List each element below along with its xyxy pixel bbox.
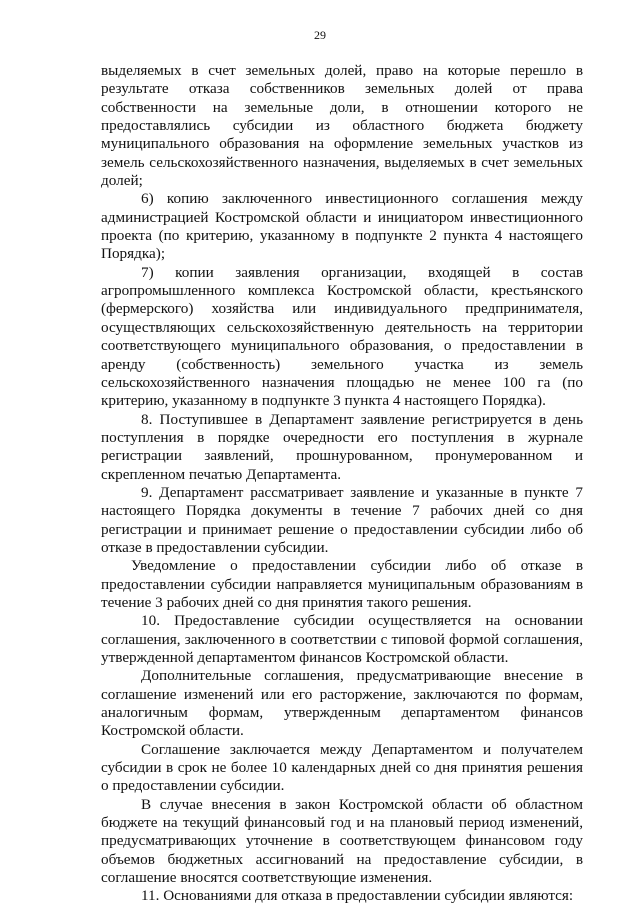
paragraph-additional-agreements: Дополнительные соглашения, предусматривающие внесение в соглашение изменений или его расторжение, заключаются по формам, аналогичным формам, утвержденным департаментом финансов Костромской области. [101,667,583,740]
paragraph-point-9: 9. Департамент рассматривает заявление и указанные в пункте 7 настоящего Порядка документы в течение 7 рабочих дней со дня регистрации и принимает решение о предоставлении субсидии либо об отказе в предоставлении субсидии. [101,483,583,556]
paragraph-notification: Уведомление о предоставлении субсидии либо об отказе в предоставлении субсидии направляется муниципальным образованиям в течение 3 рабочих дней со дня принятия такого решения. [101,557,583,611]
paragraph-agreement-term: Соглашение заключается между Департаментом и получателем субсидии в срок не более 10 календарных дней со дня принятия решения о предоставлении субсидии. [101,740,583,795]
paragraph-point-10: 10. Предоставление субсидии осуществляется на основании соглашения, заключенного в соответствии с типовой формой соглашения, утвержденной департаментом финансов Костромской области. [101,612,583,666]
paragraph-item-7: 7) копии заявления организации, входящей в состав агропромышленного комплекса Костромской области, крестьянского (фермерского) хозяйства или индивидуального предпринимателя, осуществляющих сельскохозяйственную деятельность на территории соответствующего муниципального образования, о предоставлении в аренду (собственность) земельного участка из земель сельскохозяйственного назначения площадью не менее 100 га (по критерию, указанному в подпункте 3 пункта 4 настоящего Порядка). [101,263,583,410]
page-number: 29 [314,28,326,42]
paragraph-budget-changes: В случае внесения в закон Костромской области об областном бюджете на текущий финансовый год и на плановый период изменений, предусматривающих уточнение в соответствующем финансовом году объемов бюджетных ассигнований на предоставление субсидии, в соглашение вносятся соответствующие изменения. [101,795,583,887]
paragraph-item-6: 6) копию заключенного инвестиционного соглашения между администрацией Костромской области и инициатором инвестиционного проекта (по критерию, указанному в подпункте 2 пункта 4 настоящего Порядка); [101,190,583,263]
paragraph-continuation: выделяемых в счет земельных долей, право на которые перешло в результате отказа собственников земельных долей от права собственности на земельные доли, в отношении которого не предоставлялись субсидии из областного бюджета бюджету муниципального образования на оформление земельных участков из земель сельскохозяйственного назначения, выделяемых в счет земельных долей; [101,62,583,190]
document-body [101,62,583,906]
paragraph-point-8: 8. Поступившее в Департамент заявление регистрируется в день поступления в порядке очередности его поступления в журнале регистрации заявлений, прошнурованном, пронумерованном и скрепленном печатью Департамента. [101,410,583,483]
paragraph-point-11: 11. Основаниями для отказа в предоставлении субсидии являются: [141,887,574,905]
